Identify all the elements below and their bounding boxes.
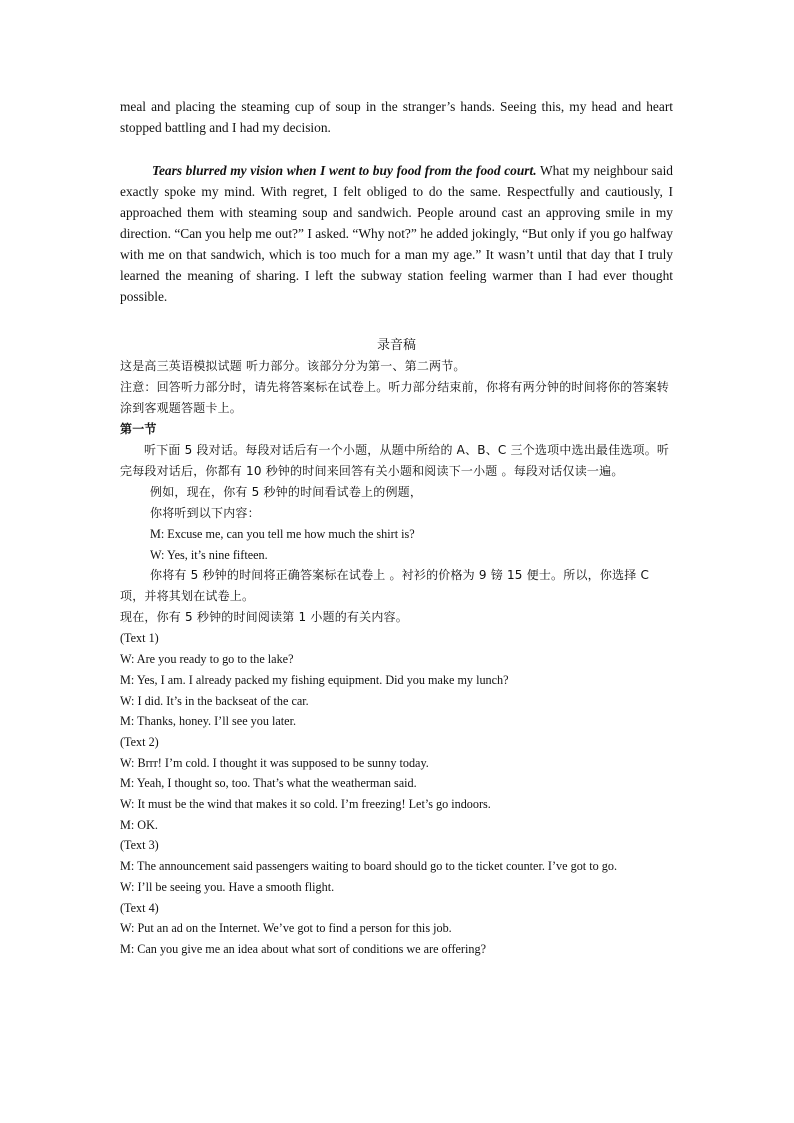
text-label: (Text 2)	[120, 734, 159, 749]
text-label: (Text 1)	[120, 631, 159, 646]
dialogue-line: W: Put an ad on the Internet. We’ve got to find a person for this job.	[120, 921, 452, 936]
dialogue-line: M: Yes, I am. I already packed my fishing equipment. Did you make my lunch?	[120, 672, 509, 687]
transcript-note: 注意：回答听力部分时，请先将答案标在试卷上。听力部分结束前，你将有两分钟的时间将你的答案转涂到客观题答题卡上。	[120, 380, 670, 415]
transcript-intro: 这是高三英语模拟试题 听力部分。该部分分为第一、第二两节。	[120, 359, 466, 373]
passage-paragraph-2	[120, 160, 673, 307]
passage-paragraph-1: meal and placing the steaming cup of soup in the stranger’s hands. Seeing this, my head and heart stopped battling and I had my decision.	[120, 99, 673, 135]
paragraph-lead-sentence: Tears blurred my vision when I went to buy food from the food court.	[152, 163, 537, 178]
dialogue-line: W: It must be the wind that makes it so cold. I’m freezing! Let’s go indoors.	[120, 797, 491, 812]
text-label: (Text 4)	[120, 900, 159, 915]
page-content	[120, 96, 673, 960]
example-answer: 你将有 5 秒钟的时间将正确答案标在试卷上 。衬衫的价格为 9 镑 15 便士。所以，你选择 C 项，并将其划在试卷上。	[120, 568, 650, 604]
dialogue-line: M: OK.	[120, 817, 158, 832]
section-heading: 第一节	[120, 422, 157, 436]
dialogue-line: W: Are you ready to go to the lake?	[120, 652, 294, 667]
paragraph-body: What my neighbour said exactly spoke my mind. With regret, I felt obliged to do the same. Respectfully and cautiously, I approached them with steaming soup and sandwich. People around cast an approving smile in my direction. “Can you help me out?” I asked. “Why not?” he added jokingly, “But only if you go halfway with me on that sandwich, which is too much for a man my age.” It wasn’t until that day that I truly learned the meaning of sharing. I left the subway station feeling warmer than I had ever thought possible.	[120, 163, 673, 304]
dialogue-line: W: Brrr! I’m cold. I thought it was supposed to be sunny today.	[120, 755, 429, 770]
example-line-w: W: Yes, it’s nine fifteen.	[150, 547, 268, 562]
section-instructions: 听下面 5 段对话。每段对话后有一个小题，从题中所给的 A、B、C 三个选项中选出最佳选项。听完每段对话后，你都有 10 秒钟的时间来回答有关小题和阅读下一小题 。每段对话仅读一遍。	[120, 443, 670, 478]
example-line-m: M: Excuse me, can you tell me how much the shirt is?	[150, 527, 415, 541]
transcript-title: 录音稿	[376, 338, 416, 353]
dialogue-line: M: Yeah, I thought so, too. That’s what the weatherman said.	[120, 776, 417, 791]
text-label: (Text 3)	[120, 838, 159, 853]
dialogue-line: M: Can you give me an idea about what sort of conditions we are offering?	[120, 941, 486, 956]
dialogue-line: W: I did. It’s in the backseat of the car.	[120, 693, 309, 708]
example-intro: 例如，现在，你有 5 秒钟的时间看试卷上的例题，	[150, 485, 423, 499]
example-listen: 你将听到以下内容：	[150, 506, 260, 520]
dialogue-line: M: The announcement said passengers waiting to board should go to the ticket counter. I’ve got to go.	[120, 859, 617, 874]
dialogue-line: W: I’ll be seeing you. Have a smooth flight.	[120, 879, 335, 894]
reading-prompt: 现在，你有 5 秒钟的时间阅读第 1 小题的有关内容。	[120, 610, 408, 625]
dialogue-line: M: Thanks, honey. I’ll see you later.	[120, 714, 297, 729]
